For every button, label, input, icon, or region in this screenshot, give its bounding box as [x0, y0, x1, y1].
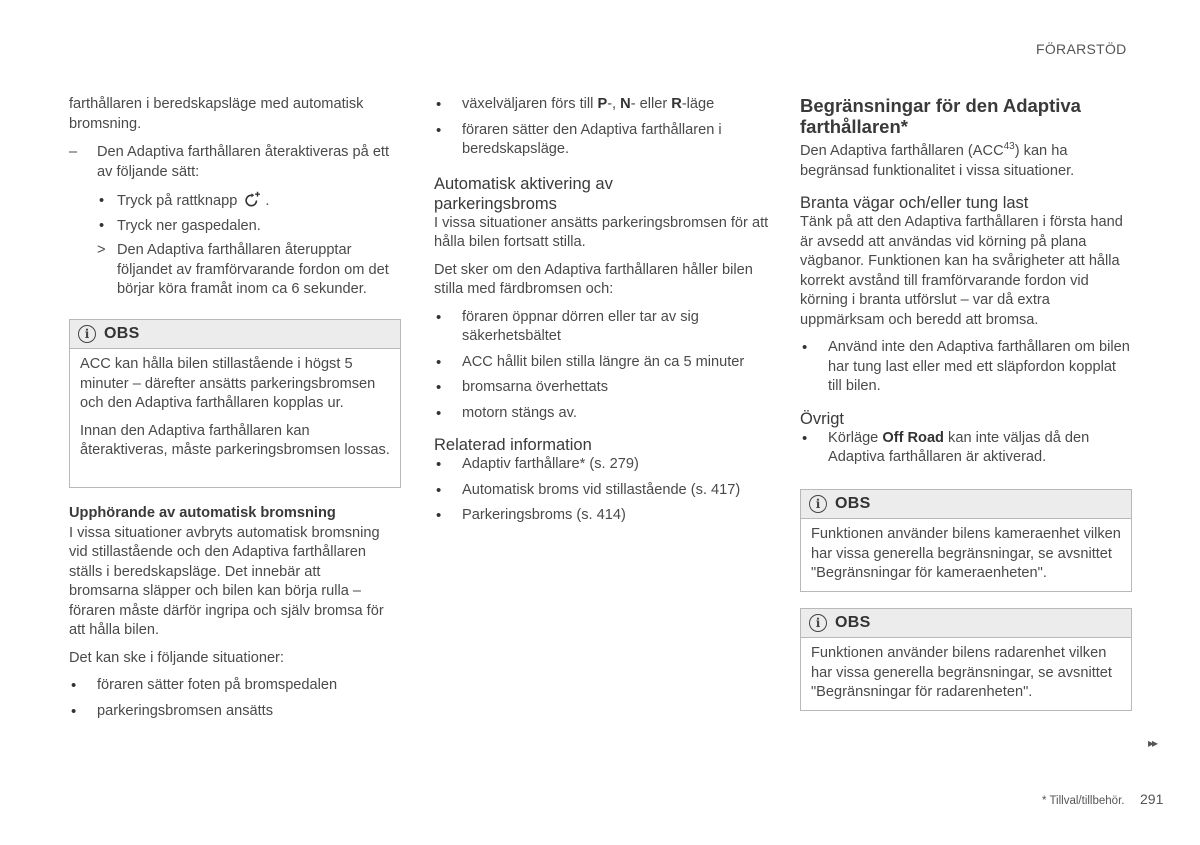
note-body — [801, 519, 1131, 592]
intro-part: ) kan ha begränsad funktionalitet i vissa situationer. — [800, 143, 1075, 179]
note-box — [800, 608, 1132, 711]
note-header — [801, 490, 1131, 519]
list-item: • ACC hållit bilen stilla längre än ca 5 minuter — [434, 353, 769, 373]
list-item: • Tryck ner gaspedalen. — [97, 217, 401, 237]
list-item: • föraren öppnar dörren eller tar av sig säkerhetsbältet — [434, 308, 762, 347]
note-title: OBS — [835, 495, 871, 513]
related-link[interactable]: • Automatisk broms vid stillastående (s. 417) — [434, 481, 769, 501]
list-item-text: -läge — [681, 96, 715, 112]
note-body — [801, 638, 1131, 711]
section-header: FÖRARSTÖD — [1036, 41, 1127, 57]
paragraph: Tänk på att den Adaptiva farthållaren i första hand är avsedd att användas vid körning på plana vägbanor. Funktionen kan ha svårigheter att hålla korrekt avstånd till framförvarande fordon vid körning i branta utförslut – var då extra uppmärksam och beredd att bromsa. — [800, 214, 1123, 328]
section-heading: Branta vägar och/eller tung last — [800, 194, 1029, 212]
list-item-text: Körläge — [828, 429, 883, 446]
column-left — [69, 95, 401, 300]
note-box — [800, 489, 1132, 592]
note-paragraph: ACC kan hålla bilen stillastående i högst 5 minuter – därefter ansätts parkeringsbromsen och den Adaptiva farthållaren kopplas ur. — [80, 356, 376, 411]
gear-p: P — [597, 96, 608, 112]
list-item-text: kan inte väljas då den Adaptiva farthållaren är aktiverad. — [828, 429, 1090, 465]
list-item: • Använd inte den Adaptiva farthållaren om bilen har tung last eller med ett släpfordon kopplat till bilen. — [800, 338, 1133, 397]
dash-marker: – — [69, 144, 78, 160]
column-right — [800, 95, 1132, 468]
list-item — [800, 429, 1138, 468]
info-icon: i — [809, 614, 827, 632]
paragraph: Det sker om den Adaptiva farthållaren håller bilen stilla med färdbromsen och: — [434, 261, 753, 297]
list-item — [434, 95, 769, 115]
intro-text: farthållaren i beredskapsläge med automatisk bromsning. — [69, 96, 364, 132]
reactivation-text: Den Adaptiva farthållaren återaktiveras på ett av följande sätt: — [97, 144, 390, 180]
double-triangle-right-icon: ▸▸ — [1148, 736, 1157, 750]
note-paragraph: Funktionen använder bilens kameraenhet vilken har vissa generella begränsningar, se avsnittet "Begränsningar för kameraenheten". — [811, 526, 1121, 581]
steering-button-icon — [243, 191, 261, 209]
list-item-period: . — [265, 193, 270, 209]
note-header — [70, 320, 400, 349]
result-text: Den Adaptiva farthållaren återupptar följandet av framförvarande fordon om det börjar köra framåt inom ca 6 sekunder. — [117, 242, 389, 297]
info-icon: i — [809, 495, 827, 513]
list-item: • bromsarna överhettats — [434, 378, 769, 398]
note-body — [70, 349, 400, 469]
note-header — [801, 609, 1131, 638]
subheading: Upphörande av automatisk bromsning — [69, 505, 336, 521]
info-icon: i — [78, 325, 96, 343]
paragraph: Det kan ske i följande situationer: — [69, 649, 284, 666]
footnote-ref: 43 — [1003, 141, 1015, 153]
list-item: • parkeringsbromsen ansätts — [69, 702, 389, 722]
column-left-lower — [69, 504, 389, 721]
note-paragraph: Innan den Adaptiva farthållaren kan återaktiveras, måste parkeringsbromsen lossas. — [80, 422, 390, 458]
result-marker: > — [97, 242, 106, 258]
page-number: 291 — [1140, 791, 1164, 807]
list-item-text: -, — [607, 96, 621, 112]
intro-text — [800, 142, 1100, 181]
result-item — [97, 241, 401, 300]
column-middle — [434, 95, 769, 526]
list-item-text: växelväljaren förs till — [462, 96, 598, 112]
page-title: Begränsningar för den Adaptiva farthållaren* — [800, 95, 1081, 137]
intro-part: Den Adaptiva farthållaren (ACC — [800, 143, 1004, 159]
gear-n: N — [620, 96, 631, 112]
list-item: • motorn stängs av. — [434, 404, 769, 424]
note-paragraph: Funktionen använder bilens radarenhet vilken har vissa generella begränsningar, se avsnittet "Begränsningar för radarenheten". — [811, 645, 1112, 700]
paragraph: I vissa situationer avbryts automatisk bromsning vid stillastående och den Adaptiva farthållaren ställs i beredskapsläge. Det innebär att bromsarna släpper och bilen kan börja rulla – föraren måste därför ingripa och själv bromsa för att hålla bilen. — [69, 524, 384, 638]
list-item: • föraren sätter foten på bromspedalen — [69, 676, 389, 696]
reactivation-options — [69, 192, 401, 300]
list-item-text: • Tryck på rattknapp — [117, 193, 238, 209]
section-heading: Relaterad information — [434, 436, 592, 454]
paragraph: I vissa situationer ansätts parkeringsbromsen för att hålla bilen fortsatt stilla. — [434, 214, 769, 250]
related-link[interactable]: • Parkeringsbroms (s. 414) — [434, 506, 769, 526]
note-box — [69, 319, 401, 488]
drive-mode-name: Off Road — [882, 429, 944, 446]
gear-r: R — [671, 96, 682, 112]
list-item — [97, 192, 401, 212]
section-heading: Övrigt — [800, 409, 845, 428]
note-title: OBS — [835, 614, 871, 632]
related-link[interactable]: • Adaptiv farthållare* (s. 279) — [434, 455, 769, 475]
reactivation-step — [69, 143, 401, 182]
note-title: OBS — [104, 325, 140, 343]
list-item-text: - eller — [630, 96, 672, 112]
list-item: • föraren sätter den Adaptiva farthållaren i beredskapsläge. — [434, 121, 769, 160]
footnote: * Tillval/tillbehör. — [1042, 795, 1125, 807]
section-heading: Automatisk aktivering av parkeringsbroms — [434, 174, 613, 213]
